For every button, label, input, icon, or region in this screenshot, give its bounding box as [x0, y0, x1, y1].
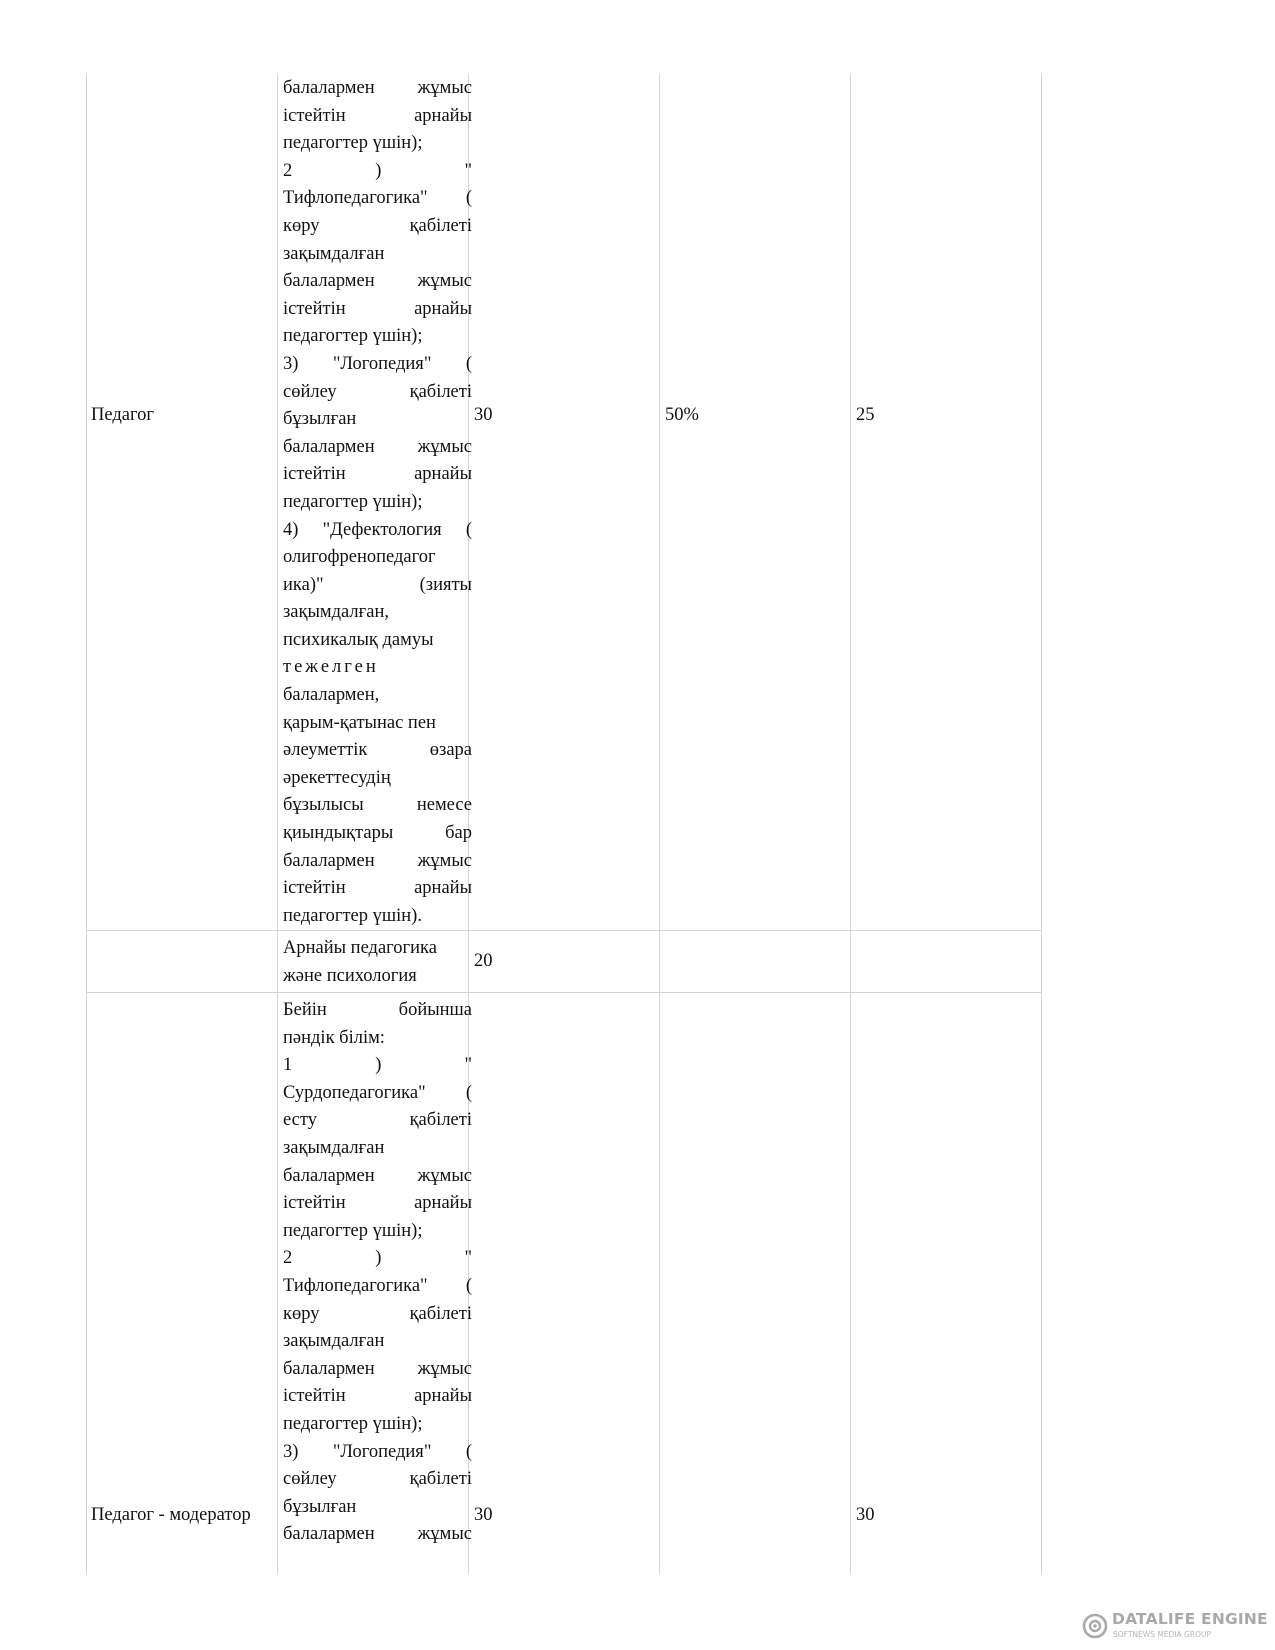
description-line: әрекеттесудің — [283, 767, 391, 788]
description-line: істейтін арнайы — [283, 878, 472, 899]
table-divider-col3 — [659, 74, 660, 1574]
description-line: 4) "Дефектология ( — [283, 519, 472, 540]
table-border-right — [1041, 74, 1042, 1574]
description-line: істейтін арнайы — [283, 1386, 472, 1407]
description-line: қиындықтары бар — [283, 823, 472, 844]
description-line: психикалық дамуы — [283, 629, 434, 650]
table-border-left — [86, 74, 87, 1574]
description-line: педагогтер үшін); — [283, 1220, 423, 1241]
description-line: сөйлеу қабілеті — [283, 1469, 472, 1490]
table-divider-col1 — [277, 74, 278, 1574]
description-line: Арнайы педагогика — [283, 938, 437, 958]
description-line: тежелген — [283, 657, 379, 678]
table-divider-col4 — [850, 74, 851, 1574]
row1-col5-value: 25 — [856, 405, 875, 425]
description-line: балалармен жұмыс — [283, 1165, 472, 1186]
description-line: пәндік білім: — [283, 1027, 385, 1048]
description-line: бұзылған — [283, 1496, 357, 1517]
description-line: педагогтер үшін); — [283, 133, 423, 154]
description-line: бұзылысы немесе — [283, 795, 472, 816]
row3-description — [283, 997, 472, 1549]
description-line: 3) "Логопедия" ( — [283, 1441, 472, 1462]
description-line: педагогтер үшін); — [283, 326, 423, 347]
description-line: көру қабілеті — [283, 1303, 472, 1324]
description-line: зақымдалған, — [283, 602, 389, 623]
description-line: балалармен жұмыс — [283, 1524, 472, 1545]
description-line: Тифлопедагогика" ( — [283, 1275, 472, 1296]
description-line: педагогтер үшін); — [283, 1413, 423, 1434]
row3-position: Педагог - модератор — [91, 1505, 251, 1525]
description-line: ика)" (зияты — [283, 574, 472, 595]
description-line: істейтін арнайы — [283, 1193, 472, 1214]
description-line: педагогтер үшін). — [283, 905, 422, 926]
description-line: балалармен жұмыс — [283, 850, 472, 871]
description-line: сөйлеу қабілеті — [283, 381, 472, 402]
row-divider-2 — [86, 992, 1042, 993]
row1-description — [283, 75, 472, 930]
description-line: істейтін арнайы — [283, 105, 472, 126]
description-line: әлеуметтік өзара — [283, 740, 472, 761]
description-line: зақымдалған — [283, 243, 385, 264]
description-line: бұзылған — [283, 409, 357, 430]
description-line: зақымдалған — [283, 1331, 385, 1352]
description-line: балалармен жұмыс — [283, 1358, 472, 1379]
description-line: балалармен, — [283, 685, 380, 706]
description-line: істейтін арнайы — [283, 464, 472, 485]
description-line: олигофренопедагог — [283, 547, 436, 568]
description-line: 2 ) " — [283, 1248, 472, 1269]
description-line: Тифлопедагогика" ( — [283, 188, 472, 209]
description-line: есту қабілеті — [283, 1110, 472, 1131]
description-line: зақымдалған — [283, 1137, 385, 1158]
description-line: Бейін бойынша — [283, 1000, 472, 1020]
description-line: педагогтер үшін); — [283, 491, 423, 512]
watermark-title: DATALIFE ENGINE — [1112, 1610, 1268, 1628]
description-line: қарым-қатынас пен — [283, 712, 436, 733]
description-line: және психология — [283, 965, 417, 986]
description-line: көру қабілеті — [283, 215, 472, 236]
row-divider-1 — [86, 930, 1042, 931]
description-line: Сурдопедагогика" ( — [283, 1082, 472, 1103]
description-line: балалармен жұмыс — [283, 78, 472, 98]
row2-col3-value: 20 — [474, 951, 493, 971]
description-line: 2 ) " — [283, 160, 472, 181]
row1-position: Педагог — [91, 405, 154, 425]
description-line: балалармен жұмыс — [283, 436, 472, 457]
row2-description — [283, 935, 472, 990]
watermark-subtitle: SOFTNEWS MEDIA GROUP — [1113, 1630, 1211, 1639]
datalife-engine-watermark — [1082, 1610, 1268, 1644]
description-line: балалармен жұмыс — [283, 271, 472, 292]
row1-col3-value: 30 — [474, 405, 493, 425]
description-line: 1 ) " — [283, 1055, 472, 1076]
row3-col5-value: 30 — [856, 1505, 875, 1525]
row1-col4-value: 50% — [665, 405, 699, 425]
eye-logo-icon — [1082, 1613, 1108, 1639]
description-line: істейтін арнайы — [283, 298, 472, 319]
description-line: 3) "Логопедия" ( — [283, 353, 472, 374]
row3-col3-value: 30 — [474, 1505, 493, 1525]
